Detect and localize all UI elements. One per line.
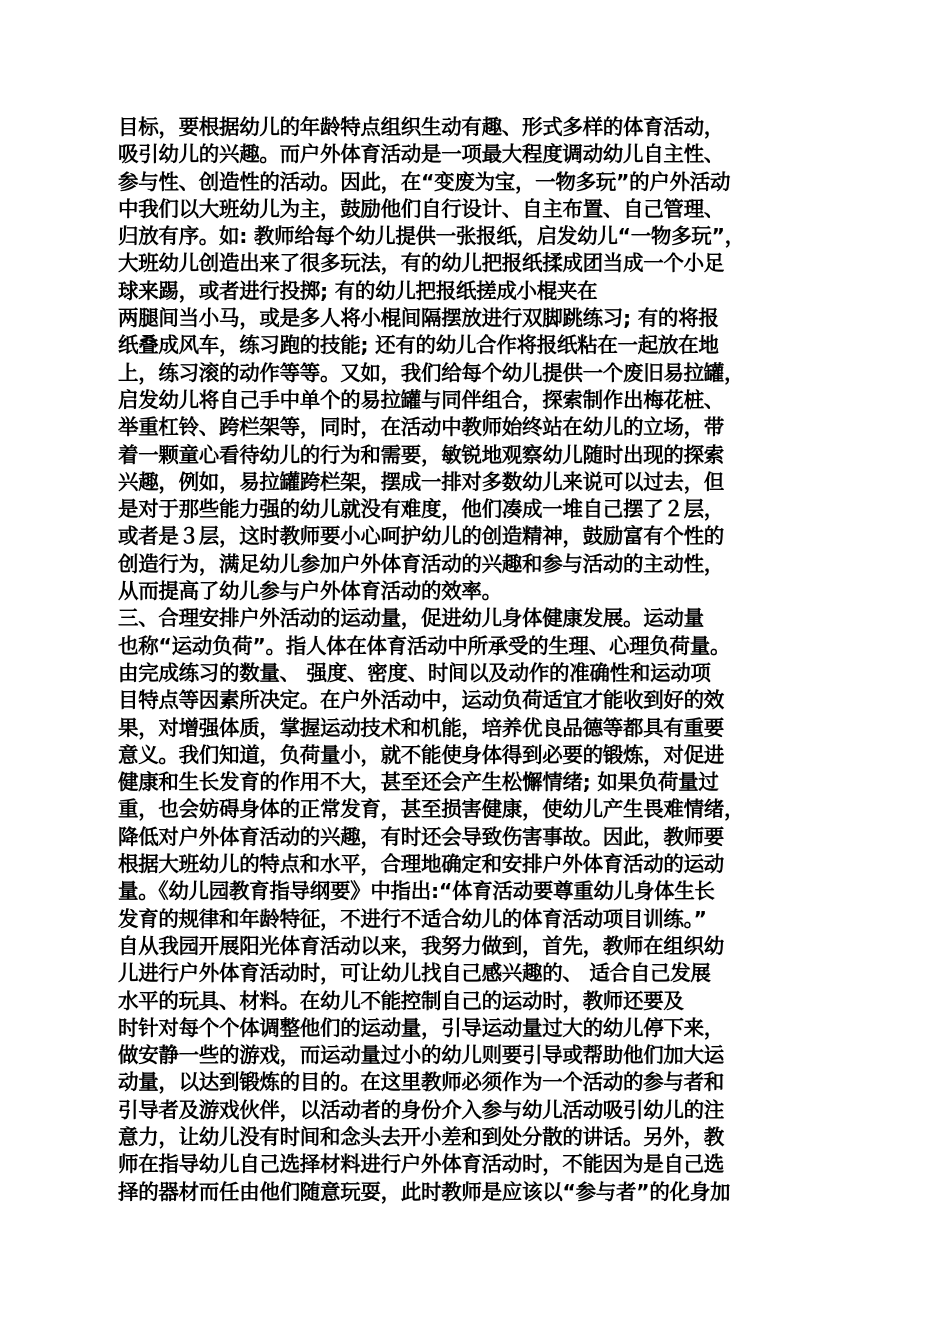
text-line: 着一颗童心看待幼儿的行为和需要，敏锐地观察幼儿随时出现的探索: [118, 442, 724, 467]
text-line: 师在指导幼儿自己选择材料进行户外体育活动时，不能因为是自己选: [118, 1152, 724, 1177]
text-line: 引导者及游戏伙伴，以活动者的身份介入参与幼儿活动吸引幼儿的注: [118, 1097, 724, 1122]
text-line: 或者是３层，这时教师要小心呵护幼儿的创造精神，鼓励富有个性的: [118, 524, 724, 549]
text-line: 目特点等因素所决定。在户外活动中，运动负荷适宜才能收到好的效: [118, 688, 724, 713]
text-line: 是对于那些能力强的幼儿就没有难度，他们凑成一堆自己摆了２层，: [118, 497, 724, 522]
text-line: 根据大班幼儿的特点和水平，合理地确定和安排户外体育活动的运动: [118, 852, 724, 877]
section-heading-line: 三、合理安排户外活动的运动量，促进幼儿身体健康发展。运动量: [118, 606, 704, 631]
text-line: 两腿间当小马，或是多人将小棍间隔摆放进行双脚跳练习; 有的将报: [118, 306, 719, 331]
text-line: 由完成练习的数量、 强度、密度、时间以及动作的准确性和运动项: [118, 660, 711, 685]
text-line: 参与性、创造性的活动。因此，在“变废为宝，一物多玩”的户外活动: [118, 169, 731, 194]
text-line: 纸叠成风车，练习跑的技能; 还有的幼儿合作将报纸粘在一起放在地: [118, 333, 719, 358]
text-line: 儿进行户外体育活动时，可让幼儿找自己感兴趣的、 适合自己发展: [118, 961, 711, 986]
text-line: 做安静一些的游戏，而运动量过小的幼儿则要引导或帮助他们加大运: [118, 1043, 724, 1068]
text-line: 大班幼儿创造出来了很多玩法，有的幼儿把报纸揉成团当成一个小足: [118, 251, 724, 276]
body-text: [118, 114, 848, 1206]
text-line: 择的器材而任由他们随意玩耍，此时教师是应该以“参与者”的化身加: [118, 1179, 731, 1204]
text-line: 举重杠铃、跨栏架等，同时，在活动中教师始终站在幼儿的立场，带: [118, 415, 724, 440]
text-line: 健康和生长发育的作用不大，甚至还会产生松懈情绪; 如果负荷量过: [118, 770, 719, 795]
text-line: 上，练习滚的动作等等。又如，我们给每个幼儿提供一个废旧易拉罐，: [118, 360, 745, 385]
text-line: 中我们以大班幼儿为主，鼓励他们自行设计、自主布置、自己管理、: [118, 196, 724, 221]
text-line: 意力，让幼儿没有时间和念头去开小差和到处分散的讲话。另外，教: [118, 1124, 724, 1149]
text-line: 创造行为，满足幼儿参加户外体育活动的兴趣和参与活动的主动性，: [118, 551, 724, 576]
text-line: 球来踢，或者进行投掷; 有的幼儿把报纸搓成小棍夹在: [118, 278, 598, 303]
text-line: 意义。我们知道，负荷量小，就不能使身体得到必要的锻炼，对促进: [118, 742, 724, 767]
text-line: 果，对增强体质，掌握运动技术和机能，培养优良品德等都具有重要: [118, 715, 724, 740]
text-line: 发育的规律和年龄特征，不进行不适合幼儿的体育活动项目训练。”: [118, 906, 707, 931]
text-line: 吸引幼儿的兴趣。而户外体育活动是一项最大程度调动幼儿自主性、: [118, 142, 724, 167]
text-line: 归放有序。如: 教师给每个幼儿提供一张报纸，启发幼儿“一物多玩”，: [118, 224, 745, 249]
text-line: 量。《幼儿园教育指导纲要》中指出:“体育活动要尊重幼儿身体生长: [118, 879, 715, 904]
text-line: 动量，以达到锻炼的目的。在这里教师必须作为一个活动的参与者和: [118, 1070, 724, 1095]
text-line: 从而提高了幼儿参与户外体育活动的效率。: [118, 579, 502, 604]
text-line: 目标，要根据幼儿的年龄特点组织生动有趣、形式多样的体育活动，: [118, 115, 724, 139]
text-line: 降低对户外体育活动的兴趣，有时还会导致伤害事故。因此，教师要: [118, 824, 724, 849]
text-line: 自从我园开展阳光体育活动以来，我努力做到，首先，教师在组织幼: [118, 933, 724, 958]
text-line: 重，也会妨碍身体的正常发育，甚至损害健康，使幼儿产生畏难情绪，: [118, 797, 745, 822]
text-line: 启发幼儿将自己手中单个的易拉罐与同伴组合，探索制作出梅花桩、: [118, 387, 724, 412]
text-line: 兴趣，例如，易拉罐跨栏架，摆成一排对多数幼儿来说可以过去，但: [118, 469, 724, 494]
text-line: 水平的玩具、材料。在幼儿不能控制自己的运动时，教师还要及: [118, 988, 684, 1013]
text-line: 时针对每个个体调整他们的运动量，引导运动量过大的幼儿停下来，: [118, 1015, 724, 1040]
text-line: 也称“运动负荷”。指人体在体育活动中所承受的生理、心理负荷量。: [118, 633, 731, 658]
